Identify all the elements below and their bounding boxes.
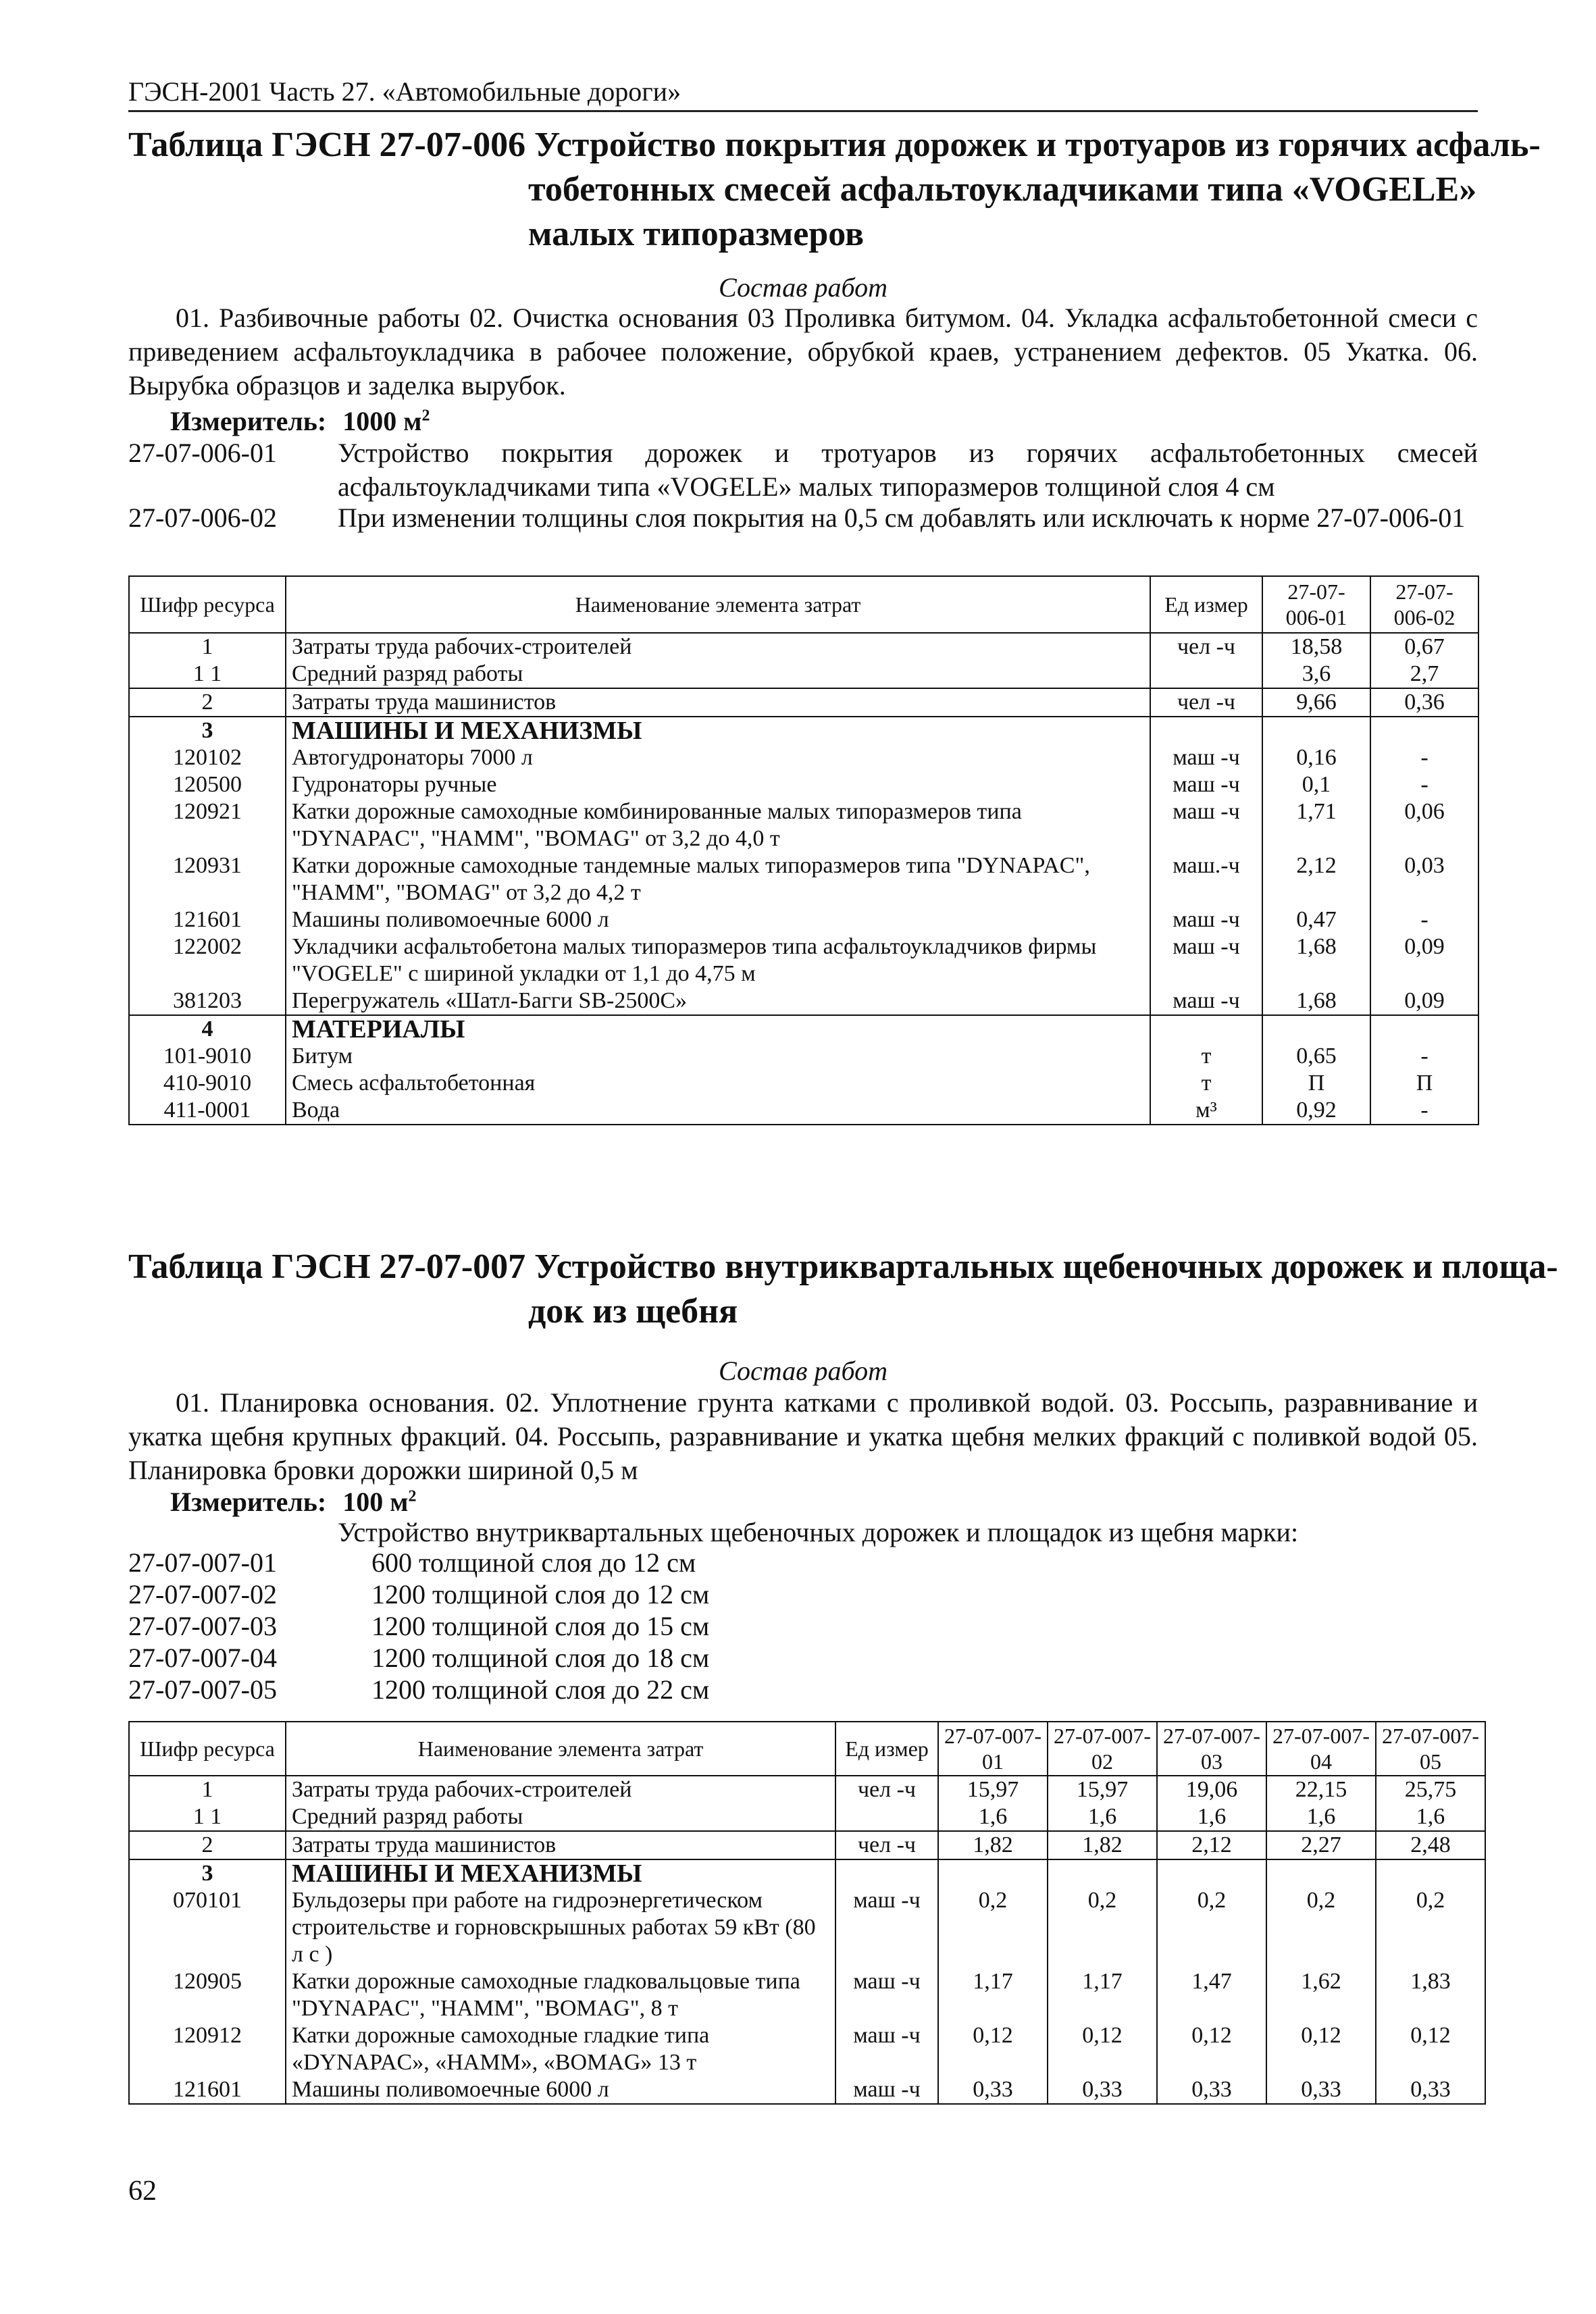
table1-cell-unit: маш.-ч [1150,852,1262,906]
table2-header-col1: 27-07-007-01 [938,1722,1048,1776]
table1-cell-code: 121601 [129,906,286,933]
table2-code-row [128,1674,709,1705]
table1-cell-v1 [1262,1015,1370,1043]
table-row [129,1776,1485,1803]
table2-code: 27-07-007-02 [128,1579,277,1610]
table1-cell-code: 120921 [129,798,286,852]
table2-cell-v5: 2,48 [1376,1831,1485,1859]
table-row [129,1831,1485,1859]
table1-cell-unit: чел -ч [1150,633,1262,661]
table2-cell-v5 [1376,1859,1485,1887]
table2-cell-name: Средний разряд работы [286,1803,835,1831]
table1-title-line3: малых типоразмеров [528,215,865,253]
table2-cell-v4: 1,62 [1266,1968,1376,2022]
table2-sostav-label: Состав работ [719,1356,887,1386]
page-number: 62 [128,2176,157,2207]
table1-cell-code: 1 1 [129,661,286,688]
table2-code-desc: 600 толщиной слоя до 12 см [371,1547,696,1578]
table1-cell-unit: маш -ч [1150,933,1262,987]
table1-cell-name: Гудронаторы ручные [286,771,1150,798]
table1-cell-unit: маш -ч [1150,987,1262,1015]
table1-cell-code: 122002 [129,933,286,987]
table1-cell-unit: т [1150,1070,1262,1097]
table1-cell-code: 120102 [129,744,286,771]
table1-cell-name: Смесь асфальтобетонная [286,1070,1150,1097]
table1-code: 27-07-006-02 [128,503,277,533]
table1-cell-v2: 2,7 [1370,661,1478,688]
table1-cell-code: 1 [129,633,286,661]
table1-cell-v1: 1,71 [1262,798,1370,852]
table2-sostav-paragraph: 01. Планировка основания. 02. Уплотнение грунта катками с проливкой водой. 03. Россыпь, разравнивание и укатка щебня крупных фракций. 04. Россыпь, разравнивание и укатка щебня мелких фракций с поливкой водой 05. Планировка бровки дорожки шириной 0,5 м [128,1387,1478,1485]
table1-cell-v2: П [1370,1070,1478,1097]
table1-cell-v1: 0,92 [1262,1097,1370,1125]
table1-cell-v1: 9,66 [1262,688,1370,717]
table2-cell-code: 070101 [129,1887,286,1968]
table2-cell-v1: 0,33 [938,2076,1048,2104]
table2-cell-v2: 1,17 [1048,1968,1157,2022]
table-row [129,633,1478,661]
table2-code-desc: 1200 толщиной слоя до 12 см [371,1579,710,1610]
table2-cell-v5: 0,2 [1376,1887,1485,1968]
table1-cell-v2: 0,67 [1370,633,1478,661]
table2-cell-name: Бульдозеры при работе на гидроэнергетическом строительстве и горновскрышных работах 59 кВт (80 л с ) [286,1887,835,1968]
header-rule [128,110,1478,112]
table2-cell-unit [835,1859,938,1887]
table2-cell-v1: 1,82 [938,1831,1048,1859]
table2-cell-v3: 0,2 [1157,1887,1266,1968]
table2-cell-name: Затраты труда машинистов [286,1831,835,1859]
table1-cell-v2: 0,09 [1370,987,1478,1015]
table1-cell-name: Затраты труда рабочих-строителей [286,633,1150,661]
table-row [129,1887,1485,1968]
table2-cell-unit: маш -ч [835,2076,938,2104]
table1-cell-unit: т [1150,1043,1262,1070]
table-row [129,798,1478,852]
table-row [129,771,1478,798]
table1-cell-name: Перегружатель «Шатл-Багги SB-2500C» [286,987,1150,1015]
table2-measure-sup: 2 [408,1487,417,1506]
table1-cell-v2: - [1370,906,1478,933]
table2-cell-unit: маш -ч [835,1968,938,2022]
table1-cell-name: МАШИНЫ И МЕХАНИЗМЫ [286,717,1150,744]
table2-header-col3: 27-07-007-03 [1157,1722,1266,1776]
table2-measure-value: 100 м [342,1487,409,1517]
table2-cell-v2: 15,97 [1048,1776,1157,1803]
table2-cell-v3: 19,06 [1157,1776,1266,1803]
table-row [129,688,1478,717]
table2-cell-v4 [1266,1859,1376,1887]
table2-cell-v1: 1,17 [938,1968,1048,2022]
table2-sostav-text [128,1386,1478,1487]
table1-code-desc: Устройство покрытия дорожек и тротуаров из горячих асфальтобетонных смесей асфальтоукладчиками типа «VOGELE» малых типоразмеров толщиной слоя 4 см [338,438,1478,502]
table1-cell-name: Затраты труда машинистов [286,688,1150,717]
table-row [129,661,1478,688]
table1-sostav-paragraph: 01. Разбивочные работы 02. Очистка основания 03 Проливка битумом. 04. Укладка асфальтобетонной смеси с приведением асфальтоукладчика в рабочее положение, обрубкой краев, устранением дефектов. 05 Укатка. 06. Вырубка образцов и заделка вырубок. [128,303,1478,401]
table1-title [128,123,1541,257]
table2-code-row [128,1642,709,1674]
table-row [129,2022,1485,2076]
table2-cell-v2: 1,6 [1048,1803,1157,1831]
table2-cell-v3 [1157,1859,1266,1887]
table2-cell-v4: 0,33 [1266,2076,1376,2104]
table1-cell-name: Укладчики асфальтобетона малых типоразмеров типа асфальтоукладчиков фирмы "VOGELE" с шириной укладки от 1,1 до 4,75 м [286,933,1150,987]
table1-cell-unit [1150,1015,1262,1043]
table1-header-name: Наименование элемента затрат [286,576,1150,633]
table1-measure-label: Измеритель: [170,406,327,436]
table2-cell-v5: 25,75 [1376,1776,1485,1803]
table2-code-desc: 1200 толщиной слоя до 15 см [371,1611,710,1641]
table2-code-row [128,1547,696,1578]
table2-cell-v2: 0,2 [1048,1887,1157,1968]
table2-cell-v1: 0,2 [938,1887,1048,1968]
table2-cell-v2: 0,12 [1048,2022,1157,2076]
table1-cell-code: 4 [129,1015,286,1043]
table2-header-code: Шифр ресурса [129,1722,286,1776]
table1-cell-name: Катки дорожные самоходные комбинированные малых типоразмеров типа "DYNAPAC", "HAMM", "BOMAG" от 3,2 до 4,0 т [286,798,1150,852]
table2-cell-v2 [1048,1859,1157,1887]
table2-cell-v3: 0,12 [1157,2022,1266,2076]
table1-cell-name: МАТЕРИАЛЫ [286,1015,1150,1043]
table1-cell-v1: 0,1 [1262,771,1370,798]
table2-cell-unit: маш -ч [835,1887,938,1968]
table1-cell-v2: 0,03 [1370,852,1478,906]
table1-cell-unit: маш -ч [1150,771,1262,798]
table1-sostav-label: Состав работ [719,272,887,303]
table1-title-line1: Таблица ГЭСН 27-07-006 Устройство покрытия дорожек и тротуаров из горячих асфаль- [128,126,1541,164]
table2-header-col4: 27-07-007-04 [1266,1722,1376,1776]
table1-cell-name: Битум [286,1043,1150,1070]
table2-cell-code: 2 [129,1831,286,1859]
table2-resources [128,1721,1486,2105]
table-row [129,1070,1478,1097]
table1-cell-v2: 0,06 [1370,798,1478,852]
table-row [129,717,1478,744]
table2-header-unit: Ед измер [835,1722,938,1776]
table1-cell-v2: 0,36 [1370,688,1478,717]
table2-header-col5: 27-07-007-05 [1376,1722,1485,1776]
table1-cell-name: Машины поливомоечные 6000 л [286,906,1150,933]
table1-cell-v1: 2,12 [1262,852,1370,906]
table2-cell-v4: 2,27 [1266,1831,1376,1859]
table1-cell-code: 120500 [129,771,286,798]
table1-cell-code: 381203 [129,987,286,1015]
table1-cell-unit: маш -ч [1150,744,1262,771]
table1-cell-unit: маш -ч [1150,798,1262,852]
table1-measure-sup: 2 [421,407,430,425]
table2-cell-name: МАШИНЫ И МЕХАНИЗМЫ [286,1859,835,1887]
table2-title-line2: док из щебня [528,1292,738,1331]
table-row [129,933,1478,987]
table1-cell-v1: 0,16 [1262,744,1370,771]
table1-cell-v2: - [1370,1097,1478,1125]
table2-cell-v2: 0,33 [1048,2076,1157,2104]
running-header: ГЭСН-2001 Часть 27. «Автомобильные дороги» [128,76,681,107]
table1-cell-v1 [1262,717,1370,744]
table2-cell-v5: 1,83 [1376,1968,1485,2022]
table1-code-row [128,501,1478,569]
table1-cell-unit: м³ [1150,1097,1262,1125]
table1-resources [128,575,1479,1125]
table2-cell-v5: 1,6 [1376,1803,1485,1831]
table1-cell-name: Автогудронаторы 7000 л [286,744,1150,771]
table1-cell-code: 120931 [129,852,286,906]
table2-code-desc: 1200 толщиной слоя до 18 см [371,1643,710,1673]
table2-cell-v4: 22,15 [1266,1776,1376,1803]
table2-cell-v5: 0,12 [1376,2022,1485,2076]
table-row [129,852,1478,906]
table-row [129,1968,1485,2022]
table1-cell-v2 [1370,717,1478,744]
table2-cell-name: Машины поливомоечные 6000 л [286,2076,835,2104]
table1-cell-unit: маш -ч [1150,906,1262,933]
table2-code: 27-07-007-04 [128,1643,277,1673]
table1-header-unit: Ед измер [1150,576,1262,633]
table-row [129,1803,1485,1831]
table2-code-desc: 1200 толщиной слоя до 22 см [371,1674,710,1705]
table1-header-col1: 27-07-006-01 [1262,576,1370,633]
table2-header-name: Наименование элемента затрат [286,1722,835,1776]
table1-cell-v1: 1,68 [1262,933,1370,987]
table1-cell-v2: - [1370,744,1478,771]
table2-cell-v1: 1,6 [938,1803,1048,1831]
table-row [129,744,1478,771]
table1-cell-unit [1150,717,1262,744]
table1-cell-v1: П [1262,1070,1370,1097]
table2-code-row [128,1578,709,1610]
table2-cell-name: Катки дорожные самоходные гладковальцовые типа "DYNAPAC", "HAMM", "BOMAG", 8 т [286,1968,835,2022]
table2-cell-unit: маш -ч [835,2022,938,2076]
table1-cell-v1: 18,58 [1262,633,1370,661]
table1-cell-v2: 0,09 [1370,933,1478,987]
table1-cell-code: 101-9010 [129,1043,286,1070]
table-row [129,2076,1485,2104]
table2-header-col2: 27-07-007-02 [1048,1722,1157,1776]
table2-cell-unit: чел -ч [835,1831,938,1859]
table2-cell-code: 120912 [129,2022,286,2076]
table1-title-line2: тобетонных смесей асфальтоукладчиками типа «VOGELE» [528,170,1477,209]
table2-cell-name: Катки дорожные самоходные гладкие типа «DYNAPAC», «HAMM», «BOMAG» 13 т [286,2022,835,2076]
table1-cell-name: Катки дорожные самоходные тандемные малых типоразмеров типа "DYNAPAC", "HAMM", "BOMAG" от 3,2 до 4,2 т [286,852,1150,906]
table2-measure [170,1486,416,1518]
table1-code-row [128,436,1478,504]
table2-cell-v2: 1,82 [1048,1831,1157,1859]
table2-cell-v4: 0,12 [1266,2022,1376,2076]
table2-intro: Устройство внутриквартальных щебеночных дорожек и площадок из щебня марки: [338,1517,1299,1547]
table2-cell-code: 1 [129,1776,286,1803]
table1-measure-value: 1000 м [342,406,422,436]
table1-code-desc: При изменении толщины слоя покрытия на 0,5 см добавлять или исключать к норме 27-07-006-01 [338,503,1466,533]
table1-header-code: Шифр ресурса [129,576,286,633]
table2-cell-v5: 0,33 [1376,2076,1485,2104]
table2-cell-v3: 2,12 [1157,1831,1266,1859]
table1-cell-name: Вода [286,1097,1150,1125]
table1-cell-v2: - [1370,771,1478,798]
table2-cell-code: 1 1 [129,1803,286,1831]
table2-cell-v3: 1,47 [1157,1968,1266,2022]
table2-cell-code: 120905 [129,1968,286,2022]
table1-cell-code: 2 [129,688,286,717]
table2-cell-v4: 1,6 [1266,1803,1376,1831]
table1-cell-unit [1150,661,1262,688]
table-row [129,1097,1478,1125]
table-row [129,1043,1478,1070]
table1-sostav-text [128,301,1478,403]
table2-code: 27-07-007-01 [128,1547,277,1578]
table2-cell-v3: 0,33 [1157,2076,1266,2104]
table2-cell-name: Затраты труда рабочих-строителей [286,1776,835,1803]
table2-cell-v4: 0,2 [1266,1887,1376,1968]
table1-cell-v2: - [1370,1043,1478,1070]
table2-code: 27-07-007-05 [128,1674,277,1705]
table-row [129,987,1478,1015]
table2-cell-v1: 0,12 [938,2022,1048,2076]
table2-code-row [128,1610,709,1642]
table1-header-col2: 27-07-006-02 [1370,576,1478,633]
table1-cell-v1: 0,65 [1262,1043,1370,1070]
table-row [129,906,1478,933]
table2-cell-v1: 15,97 [938,1776,1048,1803]
table1-measure [170,405,430,437]
table-row [129,1015,1478,1043]
table2-title [128,1245,1558,1334]
table1-cell-code: 411-0001 [129,1097,286,1125]
table1-cell-code: 3 [129,717,286,744]
table1-cell-unit: чел -ч [1150,688,1262,717]
table2-cell-v1 [938,1859,1048,1887]
table2-code: 27-07-007-03 [128,1611,277,1641]
table2-cell-unit [835,1803,938,1831]
table2-cell-v3: 1,6 [1157,1803,1266,1831]
table2-cell-code: 121601 [129,2076,286,2104]
table1-cell-v1: 0,47 [1262,906,1370,933]
table2-cell-code: 3 [129,1859,286,1887]
table1-cell-name: Средний разряд работы [286,661,1150,688]
table1-cell-v2 [1370,1015,1478,1043]
table1-cell-code: 410-9010 [129,1070,286,1097]
table2-cell-unit: чел -ч [835,1776,938,1803]
table1-cell-v1: 1,68 [1262,987,1370,1015]
table2-title-line1: Таблица ГЭСН 27-07-007 Устройство внутриквартальных щебеночных дорожек и площа- [128,1248,1558,1286]
table-row [129,1859,1485,1887]
table1-code: 27-07-006-01 [128,438,277,468]
table1-cell-v1: 3,6 [1262,661,1370,688]
table2-measure-label: Измеритель: [170,1487,327,1517]
